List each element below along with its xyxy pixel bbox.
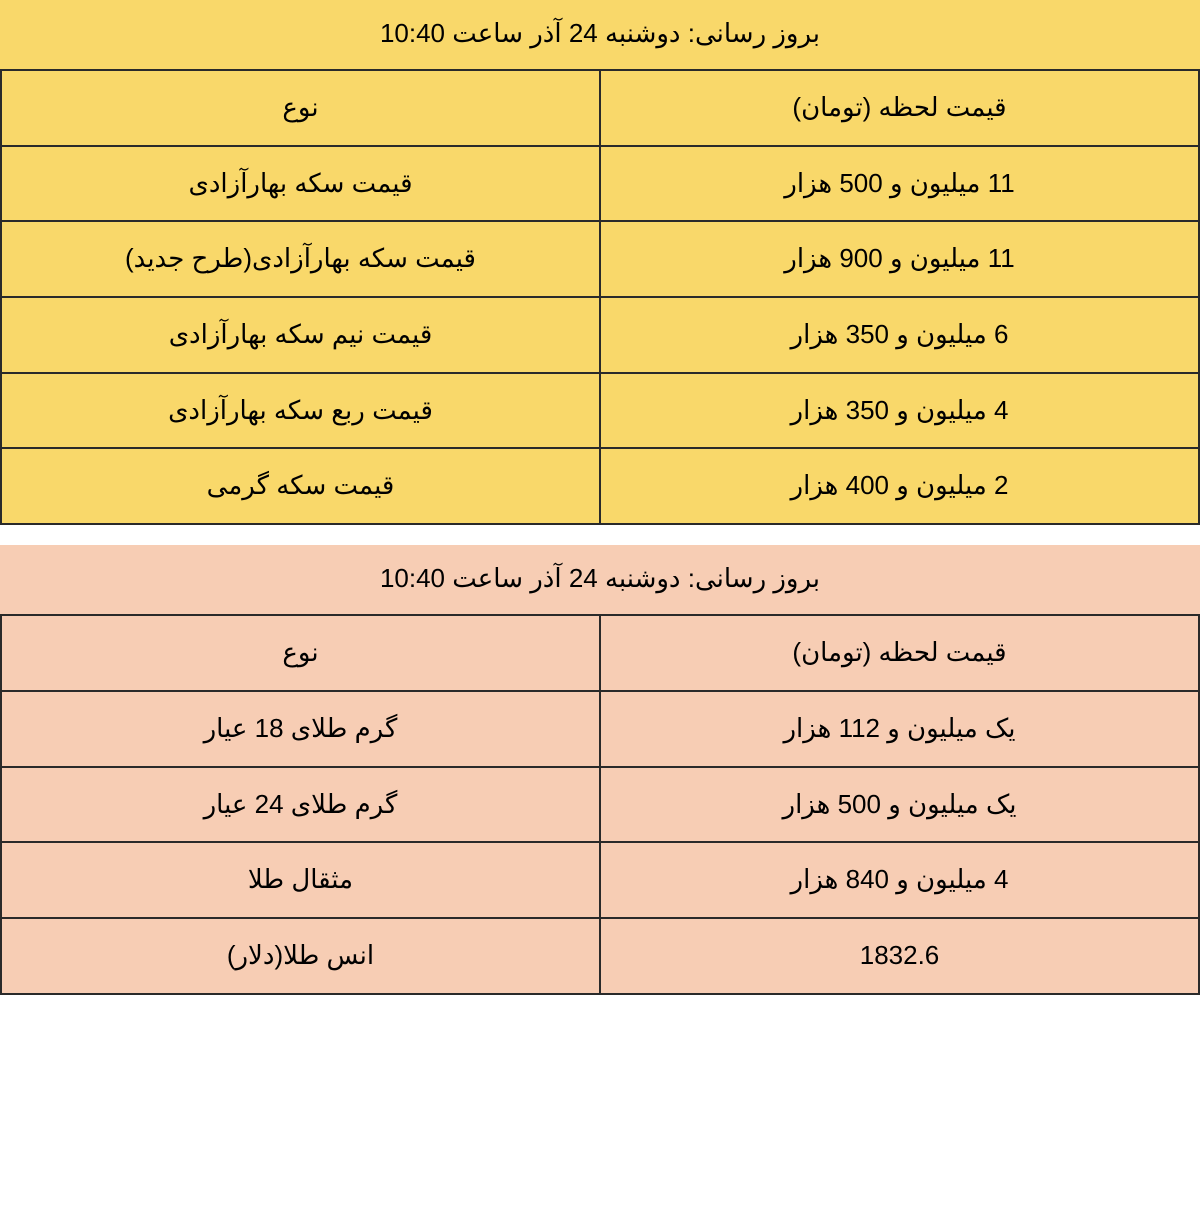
gold-row-0-type: گرم طلای 18 عیار bbox=[1, 691, 600, 767]
gold-table-header-row bbox=[1, 615, 1199, 691]
coins-row-3-type: قیمت ربع سکه بهارآزادی bbox=[1, 373, 600, 449]
table-row bbox=[1, 691, 1199, 767]
coins-table-header-row bbox=[1, 70, 1199, 146]
gold-price-section bbox=[0, 545, 1200, 994]
section-divider bbox=[0, 525, 1200, 545]
table-row bbox=[1, 221, 1199, 297]
gold-header-price: قیمت لحظه (تومان) bbox=[600, 615, 1199, 691]
gold-header-type: نوع bbox=[1, 615, 600, 691]
table-row bbox=[1, 918, 1199, 994]
coins-header-type: نوع bbox=[1, 70, 600, 146]
coins-row-0-type: قیمت سکه بهارآزادی bbox=[1, 146, 600, 222]
coins-price-section bbox=[0, 0, 1200, 525]
gold-row-1-price: یک میلیون و 500 هزار bbox=[600, 767, 1199, 843]
table-row bbox=[1, 146, 1199, 222]
gold-update-caption: بروز رسانی: دوشنبه 24 آذر ساعت 10:40 bbox=[1, 545, 1199, 615]
gold-price-table bbox=[0, 545, 1200, 994]
coins-update-caption-row bbox=[1, 0, 1199, 70]
coins-price-table bbox=[0, 0, 1200, 525]
coins-row-0-price: 11 میلیون و 500 هزار bbox=[600, 146, 1199, 222]
table-row bbox=[1, 297, 1199, 373]
coins-row-4-type: قیمت سکه گرمی bbox=[1, 448, 600, 524]
coins-row-1-type: قیمت سکه بهارآزادی(طرح جدید) bbox=[1, 221, 600, 297]
coins-row-2-type: قیمت نیم سکه بهارآزادی bbox=[1, 297, 600, 373]
table-row bbox=[1, 842, 1199, 918]
gold-row-2-type: مثقال طلا bbox=[1, 842, 600, 918]
coins-row-4-price: 2 میلیون و 400 هزار bbox=[600, 448, 1199, 524]
gold-row-2-price: 4 میلیون و 840 هزار bbox=[600, 842, 1199, 918]
coins-row-3-price: 4 میلیون و 350 هزار bbox=[600, 373, 1199, 449]
table-row bbox=[1, 448, 1199, 524]
table-row bbox=[1, 767, 1199, 843]
table-row bbox=[1, 373, 1199, 449]
coins-update-caption: بروز رسانی: دوشنبه 24 آذر ساعت 10:40 bbox=[1, 0, 1199, 70]
page-bottom-space bbox=[0, 995, 1200, 1013]
gold-row-3-type: انس طلا(دلار) bbox=[1, 918, 600, 994]
gold-row-1-type: گرم طلای 24 عیار bbox=[1, 767, 600, 843]
coins-row-1-price: 11 میلیون و 900 هزار bbox=[600, 221, 1199, 297]
coins-header-price: قیمت لحظه (تومان) bbox=[600, 70, 1199, 146]
gold-row-3-price: 1832.6 bbox=[600, 918, 1199, 994]
gold-row-0-price: یک میلیون و 112 هزار bbox=[600, 691, 1199, 767]
coins-row-2-price: 6 میلیون و 350 هزار bbox=[600, 297, 1199, 373]
gold-update-caption-row bbox=[1, 545, 1199, 615]
